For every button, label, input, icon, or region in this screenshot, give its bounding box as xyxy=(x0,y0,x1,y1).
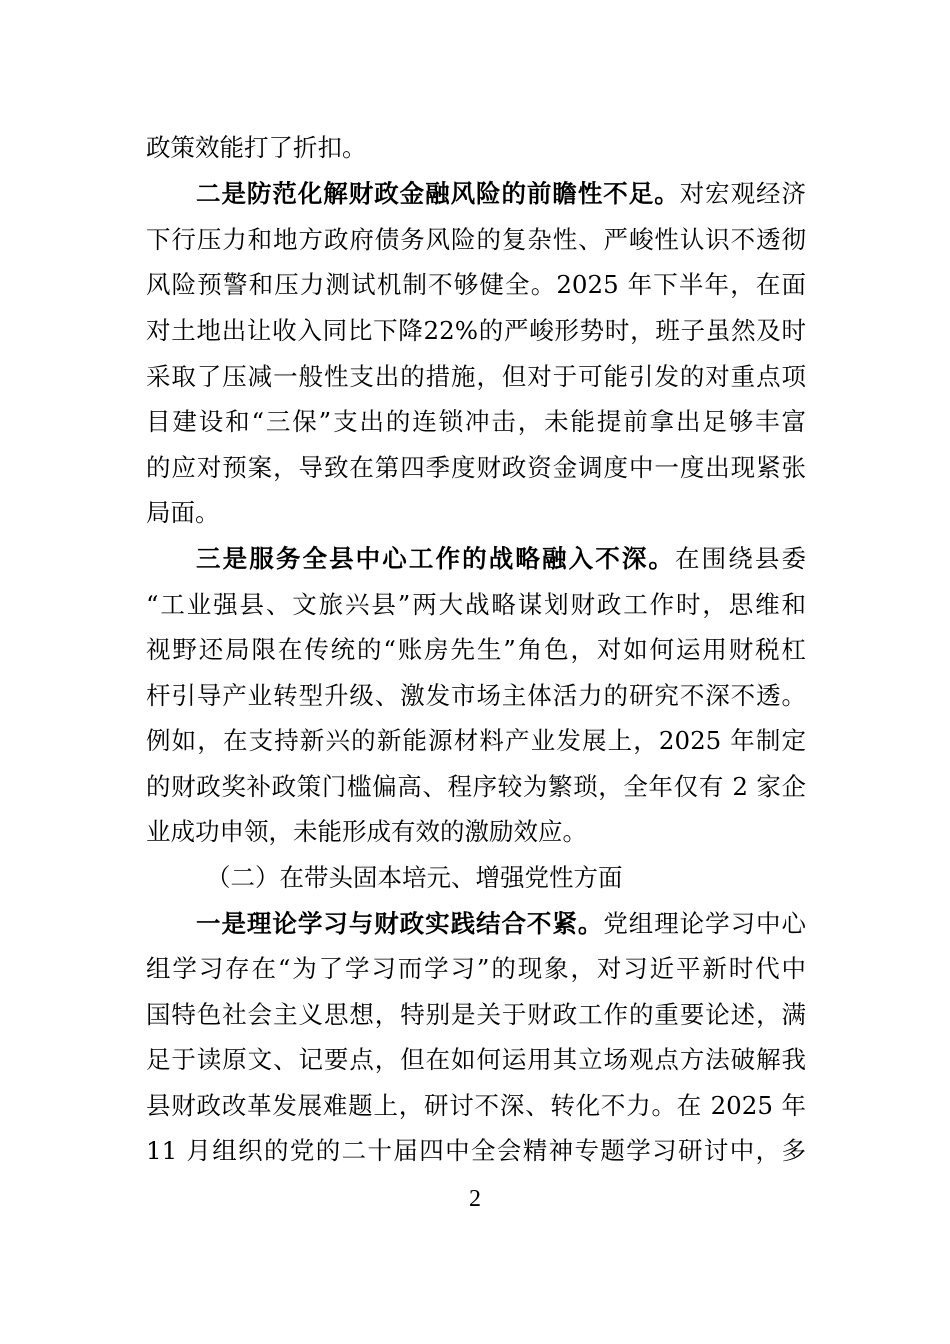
section-heading: （二）在带头固本培元、增强党性方面 xyxy=(206,863,623,892)
text-line: 视野还局限在传统的“账房先生”角色，对如何运用财税杠 xyxy=(146,635,806,664)
text-line: 足于读原文、记要点，但在如何运用其立场观点方法破解我 xyxy=(146,1045,806,1074)
heading-bold: 二是防范化解财政金融风险的前瞻性不足。 xyxy=(196,179,680,208)
text-line: 县财政改革发展难题上，研讨不深、转化不力。在 2025 年 xyxy=(146,1091,806,1120)
heading-bold: 一是理论学习与财政实践结合不紧。 xyxy=(196,909,604,938)
text-line: 业成功申领，未能形成有效的激励效应。 xyxy=(146,817,587,846)
text-line: 目建设和“三保”支出的连锁冲击，未能提前拿出足够丰富 xyxy=(146,407,806,436)
text-span: 党组理论学习中心 xyxy=(603,909,806,938)
text-span: 对宏观经济 xyxy=(679,179,806,208)
text-line: 例如，在支持新兴的新能源材料产业发展上，2025 年制定 xyxy=(146,726,806,755)
text-line: 杆引导产业转型升级、激发市场主体活力的研究不深不透。 xyxy=(146,681,806,710)
text-line: 国特色社会主义思想，特别是关于财政工作的重要论述，满 xyxy=(146,1000,806,1029)
page-number: 2 xyxy=(469,1186,481,1212)
text-line: 下行压力和地方政府债务风险的复杂性、严峻性认识不透彻 xyxy=(146,225,806,254)
text-line xyxy=(196,174,806,214)
text-span: 在围绕县委 xyxy=(675,544,806,573)
text-line: 组学习存在“为了学习而学习”的现象，对习近平新时代中 xyxy=(146,954,806,983)
text-line: 采取了压减一般性支出的措施，但对于可能引发的对重点项 xyxy=(146,362,806,391)
text-line: 11 月组织的党的二十届四中全会精神专题学习研讨中，多 xyxy=(146,1136,806,1165)
text-line xyxy=(196,904,806,944)
text-line: 政策效能打了折扣。 xyxy=(146,133,367,162)
text-line: 的应对预案，导致在第四季度财政资金调度中一度出现紧张 xyxy=(146,453,806,482)
text-line: 的财政奖补政策门槛偏高、程序较为繁琐，全年仅有 2 家企 xyxy=(146,772,806,801)
heading-bold: 三是服务全县中心工作的战略融入不深。 xyxy=(196,544,676,573)
text-line: 对土地出让收入同比下降22%的严峻形势时，班子虽然及时 xyxy=(146,316,806,345)
text-line: “工业强县、文旅兴县”两大战略谋划财政工作时，思维和 xyxy=(146,590,806,619)
text-line: 风险预警和压力测试机制不够健全。2025 年下半年，在面 xyxy=(146,270,806,299)
text-line xyxy=(196,539,806,579)
text-line: 局面。 xyxy=(146,498,220,527)
